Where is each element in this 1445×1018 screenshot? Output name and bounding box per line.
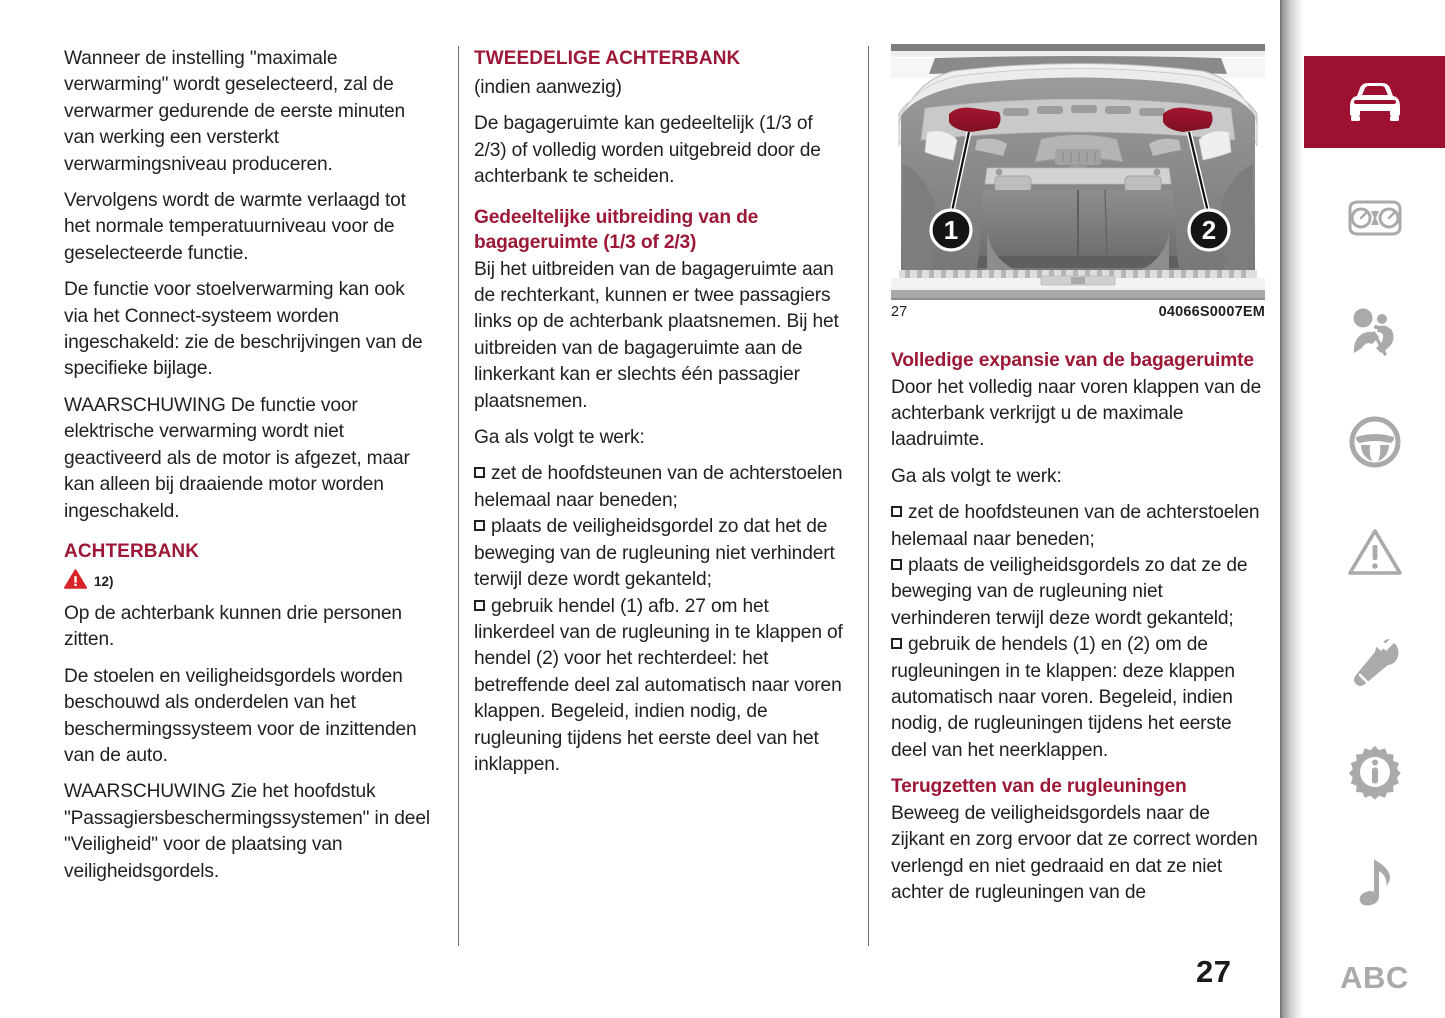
paragraph: Wanneer de instelling "maximale verwarming" wordt geselecteerd, zal de verwarmer gedurende de eerste minuten van werking een versterkt verwarmingsniveau produceren. <box>64 48 406 175</box>
sidebar-tab-emergency[interactable] <box>1304 506 1445 598</box>
procedure-lead: Ga als volgt te werk: <box>891 465 1062 487</box>
sidebar-tab-index[interactable] <box>1304 946 1445 1010</box>
procedure-lead: Ga als volgt te werk: <box>474 427 645 449</box>
trunk-interior-illustration <box>891 44 1265 300</box>
airbag-safety-icon <box>1346 307 1404 357</box>
list-item-text: gebruik hendel (1) afb. 27 om het linkerdeel van de rugleuning in te klappen of hendel (2) voor het rechterdeel: het betreffende deel zal automatisch naar voren klappen. Begeleid, indien nodig, de rugleuning tijdens het eerste deel van het inklappen. <box>474 595 843 775</box>
square-bullet-icon <box>474 467 485 478</box>
list-item-text: plaats de veiligheidsgordels zo dat ze de beweging van de rugleuning niet verhinderen terwijl deze wordt gekanteld; <box>891 554 1248 629</box>
lever-1-highlight <box>949 108 1001 132</box>
car-front-icon <box>1342 80 1408 124</box>
square-bullet-icon <box>891 506 902 517</box>
wrench-icon <box>1347 634 1403 690</box>
lever-2-highlight <box>1163 108 1213 132</box>
list-item-text: zet de hoofdsteunen van de achterstoelen helemaal naar beneden; <box>891 502 1260 550</box>
list-item-text: zet de hoofdsteunen van de achterstoelen helemaal naar beneden; <box>474 463 843 511</box>
sidebar-tab-multimedia[interactable] <box>1304 836 1445 928</box>
list-item <box>891 632 1265 764</box>
paragraph: Beweeg de veiligheidsgordels naar de zijkant en zorg ervoor dat ze correct worden verlengd en niet gedraaid en dat ze niet achter de rugleuningen van de <box>891 802 1258 903</box>
music-note-icon <box>1353 855 1397 909</box>
sidebar-tab-maintenance[interactable] <box>1304 616 1445 708</box>
list-item <box>891 500 1265 553</box>
paragraph: WAARSCHUWING De functie voor elektrische verwarming wordt niet geactiveerd als de motor is afgezet, maar kan alleen bij draaiende motor worden ingeschakeld. <box>64 394 410 522</box>
section-heading-tweedelige-achterbank: TWEEDELIGE ACHTERBANK <box>474 48 741 69</box>
paragraph: Door het volledig naar voren klappen van de achterbank verkrijgt u de maximale laadruimte. <box>891 376 1262 451</box>
sidebar-tab-driving[interactable] <box>1304 396 1445 488</box>
list-item-text: plaats de veiligheidsgordel zo dat het de beweging van de rugleuning niet verhindert terwijl deze wordt gekanteld; <box>474 516 835 591</box>
sidebar-tab-safety[interactable] <box>1304 286 1445 378</box>
warning-reference <box>64 569 432 595</box>
paragraph: Op de achterbank kunnen drie personen zitten. <box>64 602 402 651</box>
text-column-3 <box>891 348 1265 906</box>
paragraph: Vervolgens wordt de warmte verlaagd tot het normale temperatuurniveau voor de geselecteerde functie. <box>64 190 406 264</box>
subtitle: (indien aanwezig) <box>474 77 622 98</box>
figure-number: 27 <box>891 304 908 320</box>
square-bullet-icon <box>891 559 902 570</box>
section-heading-achterbank: ACHTERBANK <box>64 540 200 562</box>
warning-note-number: 12) <box>94 574 114 590</box>
square-bullet-icon <box>891 638 902 649</box>
sidebar-tab-technical-info[interactable] <box>1304 726 1445 818</box>
warning-triangle-icon <box>64 569 87 594</box>
subsection-heading-gedeeltelijke-uitbreiding: Gedeeltelijke uitbreiding van de bagageruimte (1/3 of 2/3) <box>474 206 759 254</box>
figure-image-trunk-interior <box>891 44 1265 300</box>
list-item <box>891 553 1265 632</box>
paragraph: Bij het uitbreiden van de bagageruimte aan de rechterkant, kunnen er twee passagiers links op de achterbank plaatsnemen. Bij het uitbreiden van de bagageruimte aan de linkerkant kan er slechts één passagier plaatsnemen. <box>474 258 839 412</box>
figure-27 <box>891 44 1265 320</box>
page-number: 27 <box>1196 954 1232 989</box>
list-item <box>474 594 846 779</box>
square-bullet-icon <box>474 600 485 611</box>
callout-label-1: 1 <box>943 215 959 245</box>
list-item-text: gebruik de hendels (1) en (2) om de rugleuningen in te klappen: deze klappen automatisch naar voren. Begeleid, indien nodig, de rugleuningen tijdens het eerste deel van het neerklappen. <box>891 634 1235 761</box>
gear-info-icon <box>1347 744 1403 800</box>
warning-triangle-icon <box>1347 527 1403 577</box>
sidebar-tab-car[interactable] <box>1304 56 1445 148</box>
text-column-2 <box>474 46 846 778</box>
subsection-heading-terugzetten: Terugzetten van de rugleuningen <box>891 776 1187 798</box>
list-item <box>474 514 846 593</box>
sidebar-tab-instruments[interactable] <box>1304 172 1445 264</box>
abc-icon: ABC <box>1340 960 1409 995</box>
figure-caption <box>891 304 1265 320</box>
list-item <box>474 461 846 514</box>
page-gutter-shadow <box>1280 0 1304 1018</box>
callout-label-2: 2 <box>1201 215 1217 245</box>
column-divider-2 <box>868 46 869 946</box>
paragraph: De functie voor stoelverwarming kan ook via het Connect-systeem worden ingeschakeld: zie de beschrijvingen van de specifieke bijlage. <box>64 279 423 380</box>
steering-wheel-icon <box>1348 415 1402 469</box>
instrument-cluster-icon <box>1344 196 1406 240</box>
square-bullet-icon <box>474 520 485 531</box>
text-column-1 <box>64 46 432 895</box>
column-divider-1 <box>458 46 459 946</box>
chapter-tab-sidebar <box>1280 0 1445 1018</box>
paragraph: De bagageruimte kan gedeeltelijk (1/3 of 2/3) of volledig worden uitgebreid door de achterbank te scheiden. <box>474 113 821 188</box>
tab-strip <box>1304 0 1445 1018</box>
paragraph: WAARSCHUWING Zie het hoofdstuk "Passagiersbeschermingssystemen" in deel "Veiligheid" voor de plaatsing van veiligheidsgordels. <box>64 781 430 882</box>
paragraph: De stoelen en veiligheidsgordels worden beschouwd als onderdelen van het beschermingssysteem voor de inzittenden van de auto. <box>64 665 417 766</box>
subsection-heading-volledige-expansie: Volledige expansie van de bagageruimte <box>891 350 1254 371</box>
figure-code: 04066S0007EM <box>1158 304 1265 320</box>
